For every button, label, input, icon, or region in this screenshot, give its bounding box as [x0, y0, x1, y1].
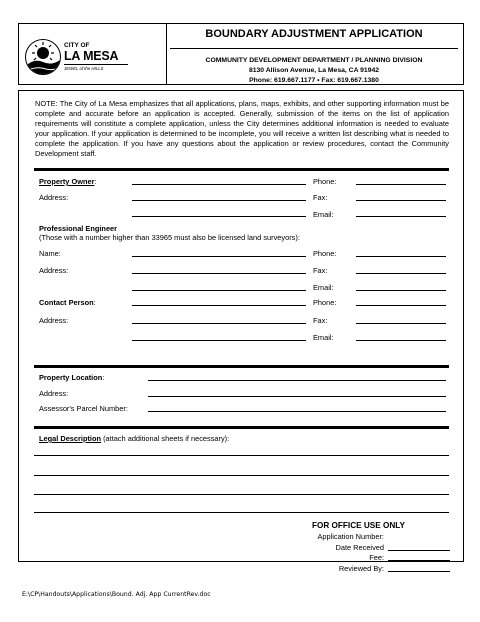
engineer-email-label: Email:: [313, 283, 334, 292]
engineer-address-label: Address:: [39, 266, 69, 275]
legal-line-3[interactable]: [34, 494, 449, 495]
logo-city-of: CITY OF: [64, 42, 90, 49]
owner-heading: Property Owner:: [39, 177, 97, 186]
owner-address-field-2[interactable]: [132, 216, 306, 217]
note-paragraph: NOTE: The City of La Mesa emphasizes that all applications, plans, maps, exhibits, and other supporting information must be complete and accurate before an application is accepted. Generally, submission of the items on the list of application requirements will constitute a complete application, unless the City determines additional information is needed to evaluate your application. If your application is determined to be incomplete, you will receive a written list describing what is needed to complete the application. If you have any questions about the application or review procedures, contact the Community Development staff.: [35, 99, 449, 158]
engineer-name-field[interactable]: [132, 256, 306, 257]
legal-line-4[interactable]: [34, 512, 449, 513]
phone-fax-line: Phone: 619.667.1177 • Fax: 619.667.1380: [249, 77, 379, 84]
engineer-address-field-1[interactable]: [132, 273, 306, 274]
location-heading: Property Location:: [39, 373, 105, 382]
legal-line-2[interactable]: [34, 475, 449, 476]
logo-tagline: JEWEL of the HILLS: [64, 66, 104, 71]
engineer-name-label: Name:: [39, 249, 61, 258]
parcel-number-label: Assessor's Parcel Number:: [39, 404, 128, 413]
legal-heading: Legal Description (attach additional sheets if necessary):: [39, 434, 230, 443]
contact-heading: Contact Person:: [39, 298, 96, 307]
contact-address-field-2[interactable]: [132, 340, 306, 341]
owner-address-field-1[interactable]: [132, 200, 306, 201]
date-received-label: Date Received: [335, 543, 384, 552]
contact-address-field-1[interactable]: [132, 323, 306, 324]
contact-fax-label: Fax:: [313, 316, 328, 325]
owner-email-label: Email:: [313, 210, 334, 219]
contact-email-label: Email:: [313, 333, 334, 342]
logo-city-name: LA MESA: [64, 49, 119, 63]
form-box: [18, 90, 464, 562]
engineer-phone-field[interactable]: [356, 256, 446, 257]
contact-phone-label: Phone:: [313, 298, 337, 307]
owner-fax-label: Fax:: [313, 193, 328, 202]
owner-phone-label: Phone:: [313, 177, 337, 186]
contact-phone-field[interactable]: [356, 305, 446, 306]
contact-fax-field[interactable]: [356, 323, 446, 324]
office-use-title: FOR OFFICE USE ONLY: [312, 521, 405, 530]
owner-name-field[interactable]: [132, 184, 306, 185]
header-divider: [170, 48, 458, 49]
section-divider-top: [34, 168, 449, 171]
reviewed-by-label: Reviewed By:: [338, 564, 384, 573]
contact-email-field[interactable]: [356, 340, 446, 341]
department-line: COMMUNITY DEVELOPMENT DEPARTMENT / PLANNING DIVISION: [205, 57, 423, 64]
city-seal-icon: [25, 39, 61, 75]
legal-line-1[interactable]: [34, 455, 449, 456]
engineer-email-field[interactable]: [356, 290, 446, 291]
engineer-address-field-2[interactable]: [132, 290, 306, 291]
section-divider-location: [34, 365, 449, 368]
page-title: BOUNDARY ADJUSTMENT APPLICATION: [205, 28, 423, 40]
contact-address-label: Address:: [39, 316, 69, 325]
location-address-label: Address:: [39, 389, 69, 398]
section-divider-legal: [34, 426, 449, 429]
date-received-field[interactable]: [388, 550, 450, 551]
engineer-fax-label: Fax:: [313, 266, 328, 275]
owner-address-label: Address:: [39, 193, 69, 202]
location-field-1[interactable]: [148, 380, 446, 381]
application-number-label: Application Number:: [317, 532, 384, 541]
location-address-field[interactable]: [148, 396, 446, 397]
reviewed-by-field[interactable]: [388, 571, 450, 572]
engineer-fax-field[interactable]: [356, 273, 446, 274]
logo-underline: [64, 64, 128, 65]
owner-phone-field[interactable]: [356, 184, 446, 185]
address-line: 8130 Allison Avenue, La Mesa, CA 91942: [248, 67, 380, 74]
owner-fax-field[interactable]: [356, 200, 446, 201]
file-path-footer: E:\CP\Handouts\Applications\Bound. Adj. App CurrentRev.doc: [22, 591, 211, 598]
owner-email-field[interactable]: [356, 216, 446, 217]
engineer-phone-label: Phone:: [313, 249, 337, 258]
contact-name-field[interactable]: [132, 305, 306, 306]
fee-field[interactable]: [388, 560, 450, 561]
engineer-heading: Professional Engineer: [39, 224, 118, 233]
fee-label: Fee:: [369, 553, 384, 562]
parcel-number-field[interactable]: [148, 411, 446, 412]
engineer-subheading: (Those with a number higher than 33965 must also be licensed land surveyors):: [39, 233, 300, 242]
